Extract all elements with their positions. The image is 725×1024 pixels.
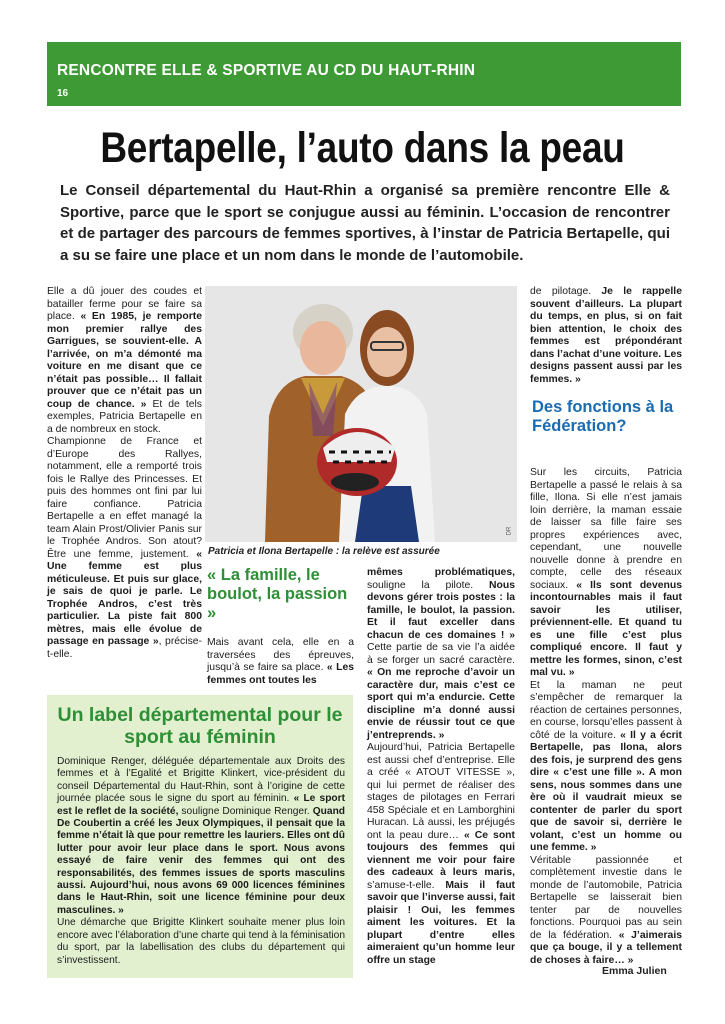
paragraph <box>47 286 202 436</box>
quote-run: « Il y a écrit Bertapelle, pas Ilona, alors des fois, je surprend des gens dire « c’est une fille ». A mon sens, nous sommes dans une ère où il vaudrait mieux se contenter de parler du sport que de savoir si, derrière le volant, c’est un homme ou une femme. » <box>530 729 683 853</box>
subheading-federation: Des fonctions à la Fédération? <box>532 398 674 435</box>
paragraph <box>367 742 515 967</box>
text-run: Elle a dû jouer des coudes et batailler ferme pour se faire sa place. <box>47 286 202 322</box>
paragraph <box>57 756 345 917</box>
text-run: Championne de France et d’Europe des Rallyes, notamment, elle a remporté trois fois le Rallye des Princesses. Et puis des hommes ont fini par lui faire confiance. Patricia Bertapelle a en effet managé la team Alain Prost/Olivier Panis sur le Trophée Andros. Son atout? Être une femme, justement. <box>47 436 202 560</box>
section-banner <box>47 42 681 106</box>
quote-run: Je le rappelle souvent d’ailleurs. La plupart du temps, en plus, si on fait bien attention, le choix des femmes est prépondérant dans l’achat d’une voiture. Les designs passent aussi par les femmes. » <box>530 286 682 385</box>
paragraph <box>530 680 682 855</box>
quote-run: « Ce sont toujours des femmes qui viennent me voir pour faire des cadeaux à leurs maris, <box>367 829 515 878</box>
paragraph <box>207 637 354 687</box>
text-run: Aujourd’hui, Patricia Bertapelle est aussi chef d’entreprise. Elle a créé « ATOUT VITESSE », qui lui permet de réaliser des stages de pilotages en Ferrari 458 Spéciale et en Lamborghini Huracan. Là aussi, les préjugés ont la peau dure… <box>367 742 515 841</box>
quote-run: Nous devons gérer trois postes : la famille, le boulot, la passion. Et il faut exceller dans chacun de ces domaines ! » <box>367 579 515 641</box>
text-run: , précise-t-elle. <box>47 636 202 660</box>
intro-text: Le Conseil départemental du Haut-Rhin a organisé sa première rencontre Elle & Sportive, parce que le sport se conjugue aussi au féminin. L’occasion de rencontrer et de partager des parcours de femmes sportives, à l’instar de Patricia Bertapelle, qui a su se faire une place et un nom dans le monde de l’automobile. <box>60 182 670 264</box>
quote-run: « On me reproche d’avoir un caractère dur, mais c’est ce sport qui m’a endurcie. Cette discipline m’a donné aussi envie de réussir tout ce que j’entreprends. » <box>367 667 515 741</box>
paragraph <box>530 286 682 386</box>
subheading-famille: « La famille, le boulot, la passion » <box>207 566 348 622</box>
quote-run: mêmes problématiques, <box>367 567 515 578</box>
quote-run: « Ils sont devenus incontournables mais il faut savoir les utiliser, préviennent-elle. Et quand tu es une fille c’est plus compliqué encore. Il faut y mettre les formes, sinon, c’est mal vu. » <box>530 579 682 678</box>
text-run: Cette partie de sa vie l’a aidée à se forger un sacré caractère. <box>367 642 515 666</box>
quote-run: « Les femmes ont toutes les <box>207 662 355 686</box>
text-run: Véritable passionnée et complètement investie dans le monde de l’automobile, Patricia Bertapelle se laisserait bien tenter par de nouvelles fonctions. Pourquoi pas au sein de la fédération. <box>530 854 682 941</box>
photo-credit: DR <box>506 526 513 536</box>
box-title: Un label départemental pour le sport au féminin <box>57 704 343 748</box>
quote-run: « J’aimerais que ça bouge, il y a tellement de choses à faire… » <box>530 929 682 966</box>
quote-run: « Le sport est le reflet de la société, <box>57 793 345 817</box>
photo-illustration <box>205 286 517 542</box>
article-intro <box>60 180 670 266</box>
sidebar-box <box>47 695 353 978</box>
text-run: souligne la pilote. <box>367 579 490 591</box>
photo-caption: Patricia et Ilona Bertapelle : la relève est assurée <box>208 546 440 557</box>
article-column-2 <box>207 637 354 687</box>
text-run: Dominique Renger, déléguée départementale aux Droits des femmes et à l’Egalité et Brigitte Klinkert, vice-président du conseil Départemental du Haut-Rhin, sont à l’origine de cette journée placée sous le signe du sport au féminin. <box>57 756 345 805</box>
page-number: 16 <box>57 88 69 99</box>
paragraph <box>530 467 682 680</box>
banner-title: RENCONTRE ELLE & SPORTIVE AU CD DU HAUT-RHIN <box>57 62 476 79</box>
article-column-4 <box>530 467 682 967</box>
paragraph <box>367 567 515 742</box>
article-column-3 <box>367 567 515 967</box>
text-run: Une démarche que Brigitte Klinkert souhaite mener plus loin encore avec l’élaboration d’une charte qui tend à la féminisation du sport, par la labellisation des clubs du département qui s’investissent. <box>57 917 345 966</box>
text-run: Et de tels exemples, Patricia Bertapelle en a de nombreux en stock. <box>47 398 202 435</box>
text-run: s’amuse-t-elle. <box>367 879 446 891</box>
paragraph <box>47 436 202 661</box>
article-photo <box>205 286 517 542</box>
quote-run: « Une femme est plus méticuleuse. Et puis sur glace, je sais de quoi je parle. Le Trophée Andros, c’est très particulier. La piste fait 800 mètres, mais elle évolue de passage en passage » <box>47 548 202 647</box>
article-column-4-top <box>530 286 682 386</box>
paragraph <box>57 917 345 967</box>
quote-run: « En 1985, je remporte mon premier rallye des Garrigues, se souvient-elle. A l’arrivée, on m’a démonté ma voiture en me disant que ce n’était pas possible… Il fallait prouver que ce n’était pas un coup de chance. » <box>47 311 202 410</box>
text-run: de pilotage. <box>530 286 602 297</box>
text-run: Sur les circuits, Patricia Bertapelle a passé le relais à sa fille, Ilona. Si elle n’est jamais loin derrière, la maman essaie de laisser sa fille faire ses propres expériences avec, cependant, une nouvelle nouvelle donne à prendre en compte, celle des réseaux sociaux. <box>530 467 682 591</box>
text-run: Et la maman ne peut s’empêcher de remarquer la réaction de certaines personnes, en course, lorsqu’elles passent à côté de la voiture. <box>530 679 682 741</box>
article-column-1 <box>47 286 202 661</box>
quote-run: Mais il faut savoir que l’inverse aussi, fait plaisir ! Oui, les femmes aiment les voitures. Et la plupart d’entre elles aimeraient qu’un homme leur offre un stage <box>367 879 515 966</box>
article-headline: Bertapelle, l’auto dans la peau <box>100 124 625 172</box>
paragraph <box>530 855 682 968</box>
quote-run: Quand De Coubertin a créé les Jeux Olympiques, il pensait que la femme n’était là que pour remettre les lauriers. Elles ont dû lutter pour avoir leur place dans le sport. Nous avons essayé de faire venir des femmes qui ont des responsabilités, des femmes issues de sports masculins aussi. Aujourd’hui, nous avons 69 000 licences féminines dans le Haut-Rhin, soit une licence féminine pour deux masculines. » <box>57 805 346 916</box>
author-signature: Emma Julien <box>602 965 667 977</box>
box-text <box>57 756 345 967</box>
text-run: Mais avant cela, elle en a traversées des épreuves, jusqu’à se faire sa place. <box>207 637 354 673</box>
text-run: souligne Dominique Renger. <box>178 805 313 817</box>
